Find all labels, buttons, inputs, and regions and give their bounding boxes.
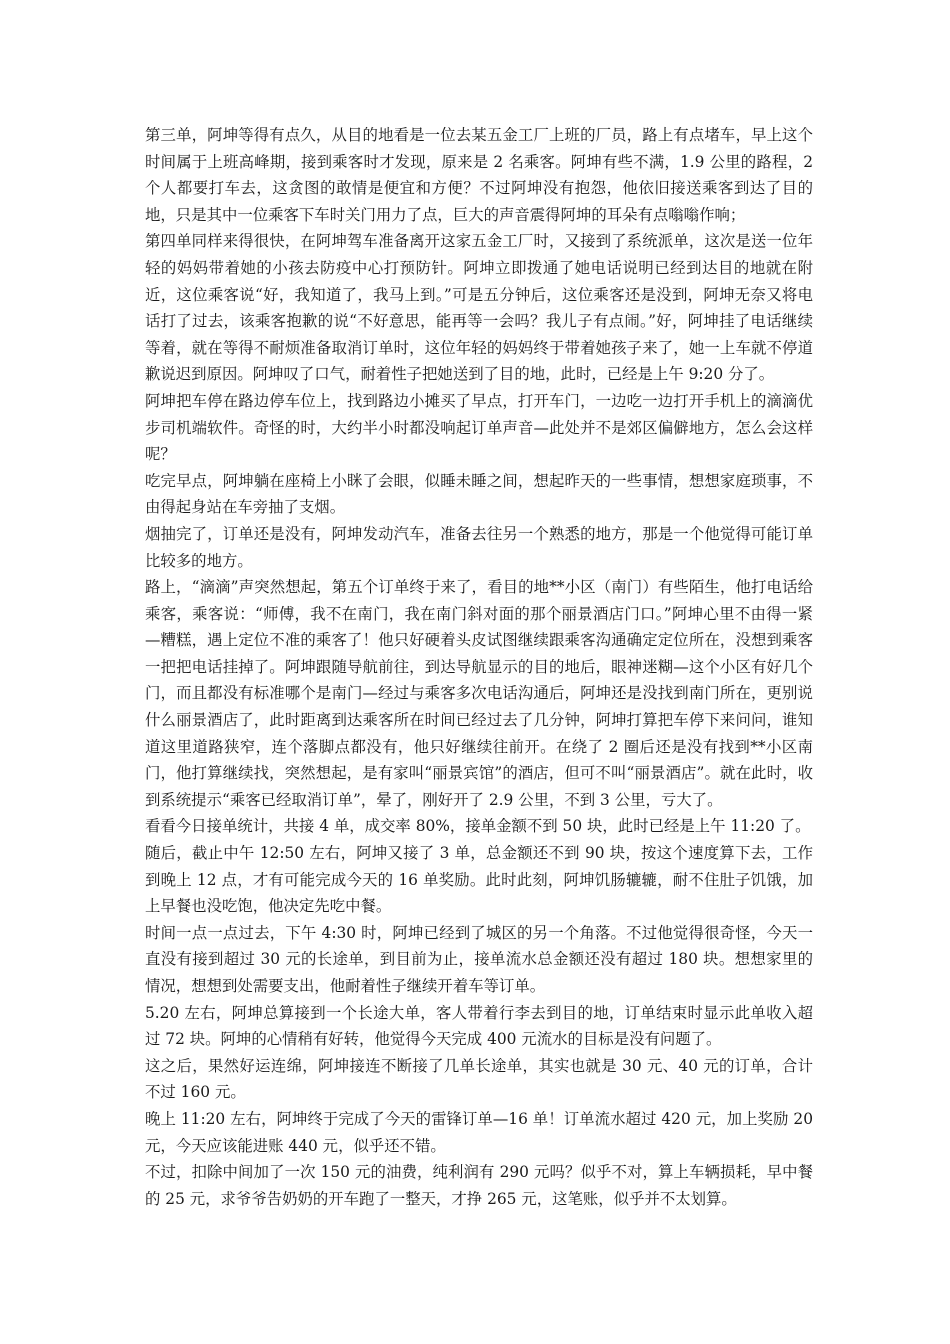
paragraph-10: 5.20 左右，阿坤总算接到一个长途大单，客人带着行李去到目的地，订单结束时显示此单收入超过 72 块。阿坤的心情稍有好转，他觉得今天完成 400 元流水的目标是没有问题了。 (145, 1003, 813, 1049)
paragraph-8: 随后，截止中午 12:50 左右，阿坤又接了 3 单，总金额还不到 90 块，按这个速度算下去，工作到晚上 12 点，才有可能完成今天的 16 单奖励。此时此刻，阿坤饥肠辘辘，耐不住肚子饥饿，加上早餐也没吃饱，他决定先吃中餐。 (145, 844, 813, 916)
paragraph-5: 烟抽完了，订单还是没有，阿坤发动汽车，准备去往另一个熟悉的地方，那是一个他觉得可能订单比较多的地方。 (145, 524, 813, 570)
paragraph-9: 时间一点一点过去，下午 4:30 时，阿坤已经到了城区的另一个角落。不过他觉得很奇怪，今天一直没有接到超过 30 元的长途单，到目前为止，接单流水总金额还没有超过 180 块。想想家里的情况，想想到处需要支出，他耐着性子继续开着车等订单。 (145, 923, 813, 995)
paragraph-1: 第三单，阿坤等得有点久，从目的地看是一位去某五金工厂上班的厂员，路上有点堵车，早上这个时间属于上班高峰期，接到乘客时才发现，原来是 2 名乘客。阿坤有些不满，1.9 公里的路程，2 个人都要打车去，这贪图的敢情是便宜和方便？不过阿坤没有抱怨，他依旧接送乘客到达了目的地，只是其中一位乘客下车时关门用力了点，巨大的声音震得阿坤的耳朵有点嗡嗡作响； (145, 126, 813, 224)
paragraph-2: 第四单同样来得很快，在阿坤驾车准备离开这家五金工厂时，又接到了系统派单，这次是送一位年轻的妈妈带着她的小孩去防疫中心打预防针。阿坤立即拨通了她电话说明已经到达目的地就在附近，这位乘客说“好，我知道了，我马上到。”可是五分钟后，这位乘客还是没到，阿坤无奈又将电话打了过去，该乘客抱歉的说“不好意思，能再等一会吗？我儿子有点闹。”好，阿坤挂了电话继续等着，就在等得不耐烦准备取消订单时，这位年轻的妈妈终于带着她孩子来了，她一上车就不停道歉说迟到原因。阿坤叹了口气，耐着性子把她送到了目的地，此时，已经是上午 9:20 分了。 (145, 232, 813, 384)
paragraph-12: 晚上 11:20 左右，阿坤终于完成了今天的雷锋订单—16 单！订单流水超过 420 元，加上奖励 20 元，今天应该能进账 440 元，似乎还不错。 (145, 1109, 813, 1155)
document-body (145, 122, 813, 1212)
paragraph-3: 阿坤把车停在路边停车位上，找到路边小摊买了早点，打开车门，一边吃一边打开手机上的滴滴优步司机端软件。奇怪的时，大约半小时都没响起订单声音—此处并不是郊区偏僻地方，怎么会这样呢？ (145, 391, 813, 464)
paragraph-4: 吃完早点，阿坤躺在座椅上小眯了会眼，似睡未睡之间，想起昨天的一些事情，想想家庭琐事，不由得起身站在车旁抽了支烟。 (145, 471, 813, 517)
paragraph-7: 看看今日接单统计，共接 4 单，成交率 80%，接单金额不到 50 块，此时已经是上午 11:20 了。 (145, 817, 811, 836)
paragraph-13: 不过，扣除中间加了一次 150 元的油费，纯利润有 290 元吗？似乎不对，算上车辆损耗，早中餐的 25 元，求爷爷告奶奶的开车跑了一整天，才挣 265 元，这笔账，似乎并不太划算。 (145, 1163, 813, 1208)
paragraph-6: 路上，“滴滴”声突然想起，第五个订单终于来了，看目的地**小区（南门）有些陌生，他打电话给乘客，乘客说：“师傅，我不在南门，我在南门斜对面的那个丽景酒店门口。”阿坤心里不由得一紧—糟糕，遇上定位不准的乘客了！他只好硬着头皮试图继续跟乘客沟通确定定位所在，没想到乘客一把把电话挂掉了。阿坤跟随导航前往，到达导航显示的目的地后，眼神迷糊—这个小区有好几个门，而且都没有标准哪个是南门—经过与乘客多次电话沟通后，阿坤还是没找到南门所在，更别说什么丽景酒店了，此时距离到达乘客所在时间已经过去了几分钟，阿坤打算把车停下来问问，谁知道这里道路狭窄，连个落脚点都没有，他只好继续往前开。在绕了 2 圈后还是没有找到**小区南门，他打算继续找，突然想起，是有家叫“丽景宾馆”的酒店，但可不叫“丽景酒店”。就在此时，收到系统提示“乘客已经取消订单”，晕了，刚好开了 2.9 公里，不到 3 公里，亏大了。 (145, 578, 813, 809)
paragraph-11: 这之后，果然好运连绵，阿坤接连不断接了几单长途单，其实也就是 30 元、40 元的订单，合计不过 160 元。 (145, 1056, 813, 1102)
